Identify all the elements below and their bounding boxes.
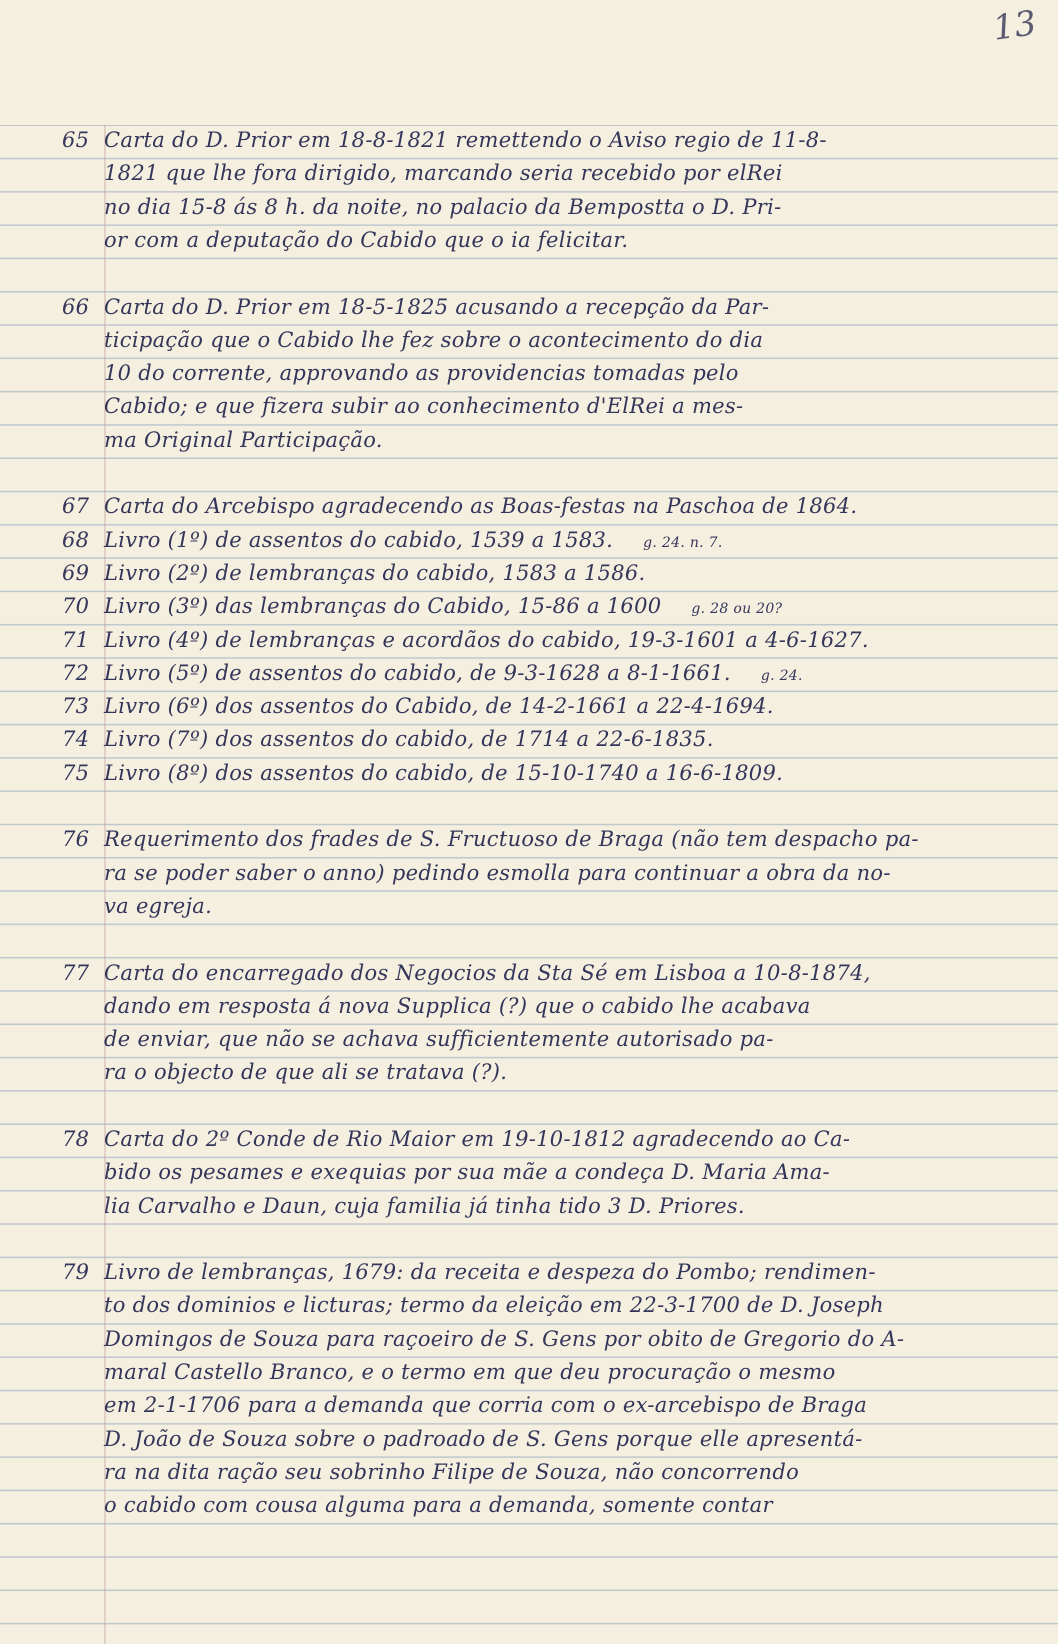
catalog-entry <box>62 757 1002 790</box>
entry-text: ma Original Participação. <box>104 427 383 452</box>
entry-number: 68 <box>62 527 90 552</box>
entry-line <box>62 1423 1002 1456</box>
catalog-entry <box>62 557 1002 590</box>
entry-text: Carta do D. Prior em 18-5-1825 acusando a recepção da Par- <box>104 294 770 319</box>
entry-line <box>62 291 1002 324</box>
entry-line <box>62 723 1002 756</box>
entry-text: Livro (5º) de assentos do cabido, de 9-3-1628 a 8-1-1661. <box>104 660 731 685</box>
entry-text: Livro (6º) dos assentos do Cabido, de 14-2-1661 a 22-4-1694. <box>104 694 774 719</box>
entry-text: dando em resposta á nova Supplica (?) que o cabido lhe acabava <box>104 993 811 1018</box>
entry-number: 78 <box>62 1127 90 1151</box>
entry-note: g. 24. n. 7. <box>643 534 723 551</box>
entry-text: Cabido; e que fizera subir ao conhecimento d'ElRei a mes- <box>104 394 744 419</box>
entry-line <box>62 1190 1002 1223</box>
entry-line <box>62 857 1002 890</box>
catalog-entry <box>62 291 1002 457</box>
entry-text: ra se poder saber o anno) pedindo esmolla para continuar a obra da no- <box>104 860 891 885</box>
entry-line <box>62 590 1002 623</box>
catalog-entry <box>62 690 1002 723</box>
entry-text: or com a deputação do Cabido que o ia felicitar. <box>104 227 629 252</box>
catalog-entry <box>62 524 1002 557</box>
entry-text: no dia 15-8 ás 8 h. da noite, no palacio da Bempostta o D. Pri- <box>104 194 782 219</box>
entry-number: 71 <box>62 627 90 652</box>
entry-text: de enviar, que não se achava sufficientemente autorisado pa- <box>104 1027 774 1052</box>
entry-line <box>62 324 1002 357</box>
entry-text: em 2-1-1706 para a demanda que corria com o ex-arcebispo de Braga <box>104 1393 868 1418</box>
entry-text: Carta do D. Prior em 18-8-1821 remettendo o Aviso regio de 11-8- <box>104 128 827 152</box>
entry-line <box>62 157 1002 190</box>
entry-number: 74 <box>62 727 90 752</box>
entry-line <box>62 557 1002 590</box>
entry-line <box>62 124 1002 157</box>
catalog-entry <box>62 1123 1002 1223</box>
entry-number: 65 <box>62 128 90 152</box>
catalog-entry <box>62 490 1002 523</box>
entry-number: 73 <box>62 694 90 719</box>
entry-note: g. 24. <box>760 667 803 684</box>
entry-text: bido os pesames e exequias por sua mãe a condeça D. Maria Ama- <box>104 1160 830 1185</box>
entry-line <box>62 1489 1002 1522</box>
entry-text: Carta do 2º Conde de Rio Maior em 19-10-1812 agradecendo ao Ca- <box>104 1127 851 1151</box>
entry-text: Requerimento dos frades de S. Fructuoso de Braga (não tem despacho pa- <box>104 827 919 852</box>
catalog-entry <box>62 723 1002 756</box>
entry-line <box>62 1356 1002 1389</box>
entry-text: Livro (1º) de assentos do cabido, 1539 a 1583. <box>104 527 614 552</box>
page-number: 13 <box>990 3 1039 49</box>
entry-text: 10 do corrente, approvando as providencias tomadas pelo <box>104 361 739 386</box>
entry-line <box>62 657 1002 690</box>
entry-text: Carta do encarregado dos Negocios da Sta Sé em Lisboa a 10-8-1874, <box>104 960 871 985</box>
entry-text: Livro (4º) de lembranças e acordãos do cabido, 19-3-1601 a 4-6-1627. <box>104 627 869 652</box>
catalog-entry <box>62 124 1002 257</box>
entry-line <box>62 890 1002 923</box>
entry-line <box>62 191 1002 224</box>
catalog-entry <box>62 823 1002 923</box>
entry-number: 79 <box>62 1260 90 1285</box>
entry-line <box>62 1389 1002 1422</box>
entry-line <box>62 1056 1002 1089</box>
entry-text: va egreja. <box>104 893 213 918</box>
entry-line <box>62 1123 1002 1156</box>
entry-text: ra o objecto de que ali se tratava (?). <box>104 1060 508 1085</box>
entry-text: o cabido com cousa alguma para a demanda, somente contar <box>104 1493 773 1518</box>
entry-line <box>62 757 1002 790</box>
entry-text: to dos dominios e licturas; termo da eleição em 22-3-1700 de D. Joseph <box>104 1293 884 1318</box>
catalog-entry <box>62 624 1002 657</box>
entry-text: maral Castello Branco, e o termo em que deu procuração o mesmo <box>104 1360 836 1385</box>
entry-text: Carta do Arcebispo agradecendo as Boas-festas na Paschoa de 1864. <box>104 494 858 519</box>
entry-line <box>62 823 1002 856</box>
entry-text: ra na dita ração seu sobrinho Filipe de Souza, não concorrendo <box>104 1459 800 1484</box>
entry-line <box>62 1256 1002 1289</box>
entry-number: 76 <box>62 827 90 852</box>
entry-number: 75 <box>62 760 90 785</box>
entry-number: 72 <box>62 660 90 685</box>
entry-line <box>62 1156 1002 1189</box>
entry-line <box>62 1456 1002 1489</box>
entry-text: 1821 que lhe fora dirigido, marcando seria recebido por elRei <box>104 161 783 186</box>
entry-text: Livro (7º) dos assentos do cabido, de 1714 a 22-6-1835. <box>104 727 714 752</box>
entry-number: 70 <box>62 594 90 619</box>
entry-text: Livro de lembranças, 1679: da receita e despeza do Pombo; rendimen- <box>104 1260 876 1285</box>
entry-text: D. João de Souza sobre o padroado de S. Gens porque elle apresentá- <box>104 1426 863 1451</box>
entry-line <box>62 1323 1002 1356</box>
catalog-entry <box>62 590 1002 623</box>
entry-line <box>62 224 1002 257</box>
entry-number: 77 <box>62 960 90 985</box>
entry-text: Domingos de Souza para raçoeiro de S. Gens por obito de Gregorio do A- <box>104 1326 905 1351</box>
entry-line <box>62 357 1002 390</box>
entry-number: 67 <box>62 494 90 519</box>
entry-line <box>62 1289 1002 1322</box>
entry-line <box>62 524 1002 557</box>
entry-number: 69 <box>62 560 90 585</box>
entry-line <box>62 1023 1002 1056</box>
entry-line <box>62 390 1002 423</box>
entry-line <box>62 624 1002 657</box>
catalog-entry <box>62 1256 1002 1522</box>
entry-line <box>62 990 1002 1023</box>
entry-line <box>62 490 1002 523</box>
catalog-entry <box>62 657 1002 690</box>
entry-line <box>62 690 1002 723</box>
entry-line <box>62 957 1002 990</box>
entry-text: Livro (3º) das lembranças do Cabido, 15-86 a 1600 <box>104 594 662 619</box>
entry-text: Livro (8º) dos assentos do cabido, de 15-10-1740 a 16-6-1809. <box>104 760 784 785</box>
entry-text: lia Carvalho e Daun, cuja familia já tinha tido 3 D. Priores. <box>104 1193 745 1218</box>
entry-number: 66 <box>62 294 90 319</box>
entry-text: ticipação que o Cabido lhe fez sobre o acontecimento do dia <box>104 327 764 352</box>
entry-note: g. 28 ou 20? <box>691 601 783 618</box>
entry-text: Livro (2º) de lembranças do cabido, 1583 a 1586. <box>104 560 646 585</box>
entry-line <box>62 424 1002 457</box>
catalog-entry <box>62 957 1002 1090</box>
top-margin <box>0 0 1058 125</box>
